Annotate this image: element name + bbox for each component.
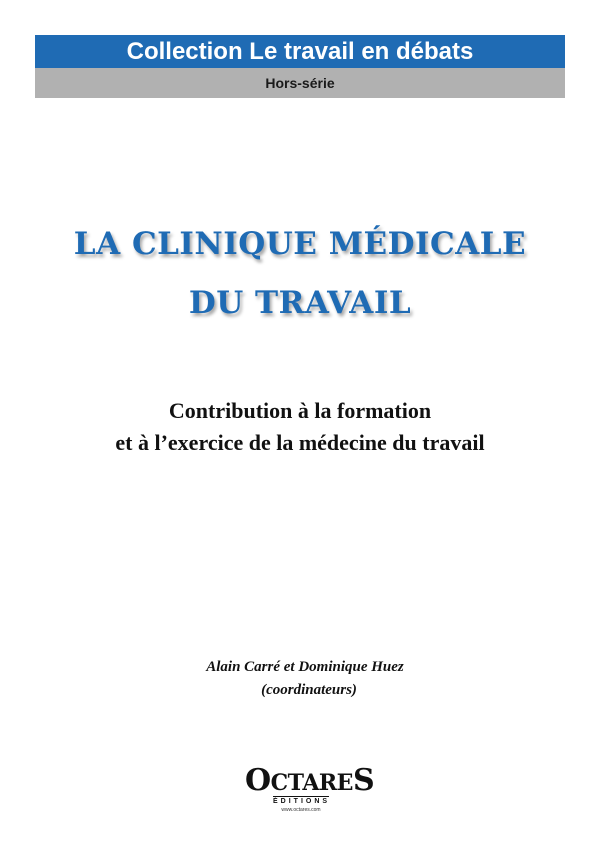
logo-letter-last: S bbox=[352, 763, 375, 798]
book-title-line-1: LA CLINIQUE MÉDICALE bbox=[73, 226, 527, 262]
author-role: (coordinateurs) bbox=[261, 682, 357, 698]
publisher-logo-editions: ÉDITIONS bbox=[273, 798, 331, 805]
author-names: Alain Carré et Dominique Huez bbox=[206, 659, 404, 675]
book-title-line-2: DU TRAVAIL bbox=[188, 285, 412, 321]
collection-banner: Collection Le travail en débats bbox=[35, 35, 565, 68]
hors-serie-banner: Hors-série bbox=[35, 68, 565, 98]
subtitle-line-1: Contribution à la formation bbox=[168, 398, 432, 423]
logo-letters-middle: CTARE bbox=[270, 770, 353, 796]
subtitle-line-2: et à l’exercice de la médecine du travail bbox=[115, 430, 485, 455]
publisher-url: www.octares.com bbox=[281, 807, 321, 813]
publisher-logo bbox=[245, 763, 375, 818]
logo-letter-first: O bbox=[245, 763, 271, 798]
publisher-logo-wordmark bbox=[245, 763, 375, 798]
